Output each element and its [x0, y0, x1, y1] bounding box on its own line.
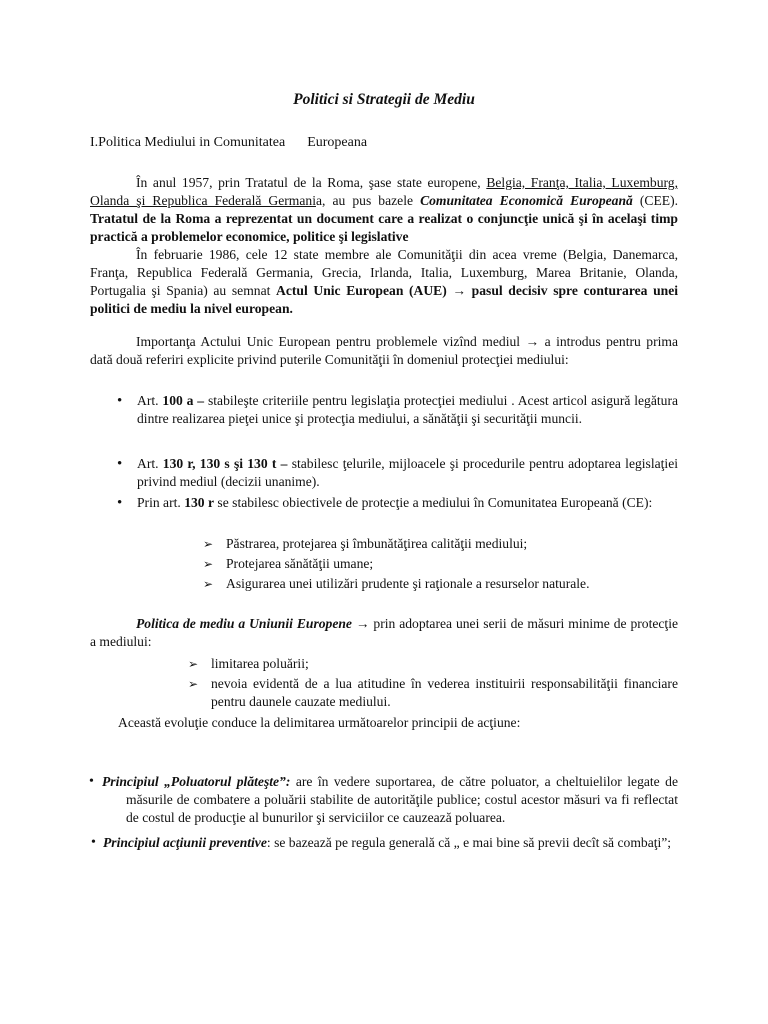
p1-countries-end: a: [315, 193, 323, 208]
p2-text: În februarie 1986, cele 12 state membre ale Comunităţii din acea vreme (Belgia, Danemarca, Franţa, Republica Federală Germania, Grecia, Irlanda, Italia, Luxemburg, Marea Britanie, Olanda, Portugalia şi Spania) au semnat: [90, 247, 678, 298]
sub-list-item: limitarea poluării;: [211, 656, 309, 671]
bullet-text: stabileşte criteriile pentru legislaţia protecţiei mediului . Acest articol asigură legătura dintre realizarea pieţei unice şi protecţia mediului, a sănătăţii şi securităţii muncii.: [137, 393, 679, 426]
principle-name: Principiul acţiunii preventive: [103, 835, 267, 850]
arrow-bullet-icon: ➢: [203, 537, 214, 551]
bullet-prefix: Prin art.: [137, 495, 185, 510]
paragraph-single-european-act: [90, 246, 678, 318]
eu-policy-term: Politica de mediu a Uniunii Europene: [136, 616, 352, 631]
bullet-bold: 100 a –: [162, 393, 205, 408]
bullet-text: stabilesc ţelurile, mijloacele şi procedurile pentru adoptarea legislaţiei privind mediul (decizii unanime).: [137, 456, 679, 489]
bullet-prefix: Art.: [137, 393, 163, 408]
section-heading-part1: I.Politica Mediului in Comunitatea: [90, 135, 286, 150]
p3-text: Importanţa Actului Unic European pentru problemele vizînd mediul → a introdus pentru prima dată două referiri explicite privind puterile Comunităţii în domeniul protecţiei mediului:: [90, 334, 678, 367]
section-heading-part2: Europeana: [307, 135, 368, 150]
principle-name: Principiul „Poluatorul plăteşte”:: [102, 774, 291, 789]
sub-list-item: Asigurarea unei utilizări prudente şi raţionale a resurselor naturale.: [226, 576, 590, 591]
bullet-dot: •: [117, 495, 123, 511]
paragraph-evolution: Această evoluţie conduce la delimitarea următoarelor principii de acţiune:: [118, 715, 521, 730]
p1-text-2: , au pus bazele: [322, 193, 421, 208]
p1-text: În anul 1957, prin Tratatul de la Roma, şase state europene,: [136, 175, 487, 190]
bullet-item-art-130r: [137, 494, 678, 512]
aue-term: Actul Unic European (AUE): [276, 283, 447, 298]
principle-bullet: •: [91, 835, 96, 850]
p1-text-3: (CEE).: [632, 193, 678, 208]
p4-text: → prin adoptarea unei serii de măsuri minime de protecţie a mediului:: [90, 616, 678, 649]
bullet-item-art-130rst: [137, 455, 678, 491]
principle-text: : se bazează pe regula generală că „ e mai bine să previi decît să combaţi”;: [266, 835, 672, 850]
page-title: Politici si Strategii de Mediu: [293, 91, 475, 108]
arrow-bullet-icon: ➢: [203, 557, 214, 571]
paragraph-treaty-of-rome: [90, 174, 678, 246]
bullet-dot: •: [117, 393, 123, 409]
arrow-bullet-icon: ➢: [188, 657, 199, 671]
bullet-bold: 130 r: [184, 495, 215, 510]
paragraph-eu-policy: [90, 615, 678, 651]
principle-preventive-action: [103, 834, 678, 852]
p1-bold-statement: Tratatul de la Roma a reprezentat un document care a realizat o conjuncţie unică şi în acelaşi timp practică a problemelor economice, politice şi legislative: [90, 211, 678, 244]
bullet-prefix: Art.: [137, 456, 163, 471]
arrow-bullet-icon: ➢: [203, 577, 214, 591]
bullet-item-art-100a: [137, 392, 678, 428]
arrow-bullet-icon: ➢: [188, 677, 199, 691]
sub-list-item: Protejarea sănătăţii umane;: [226, 556, 374, 571]
principle-bullet: •: [89, 774, 94, 789]
cee-term: Comunitatea Economică Europeană: [420, 193, 633, 208]
bullet-text: se stabilesc obiectivele de protecţie a mediului în Comunitatea Europeană (CE):: [214, 495, 653, 510]
paragraph-importance: [90, 333, 678, 369]
principle-polluter-pays: [102, 773, 678, 827]
sub-list-item: Păstrarea, protejarea şi îmbunătăţirea calităţii mediului;: [226, 536, 528, 551]
bullet-dot: •: [117, 456, 123, 472]
bullet-bold: 130 r, 130 s şi 130 t –: [162, 456, 288, 471]
section-heading: [90, 134, 367, 152]
p2-bold-statement: pasul decisiv spre conturarea unei politici de mediu la nivel european.: [90, 283, 679, 316]
principle-text: are în vedere suportarea, de către poluator, a cheltuielilor legate de măsurile de combatere a poluării stabilite de autorităţile publice; costul acestor măsuri va fi reflectat de costul de producţie al bunurilor şi serviciilor ce cauzează poluarea.: [126, 774, 678, 825]
sub-list-item: nevoia evidentă de a lua atitudine în vederea instituirii responsabilităţii financiare pentru daunele cauzate mediului.: [211, 676, 678, 709]
founding-countries-link: Belgia, Franţa, Italia, Luxemburg, Olanda şi Republica Federală Germani: [90, 175, 678, 208]
p2-arrow: →: [446, 283, 472, 298]
